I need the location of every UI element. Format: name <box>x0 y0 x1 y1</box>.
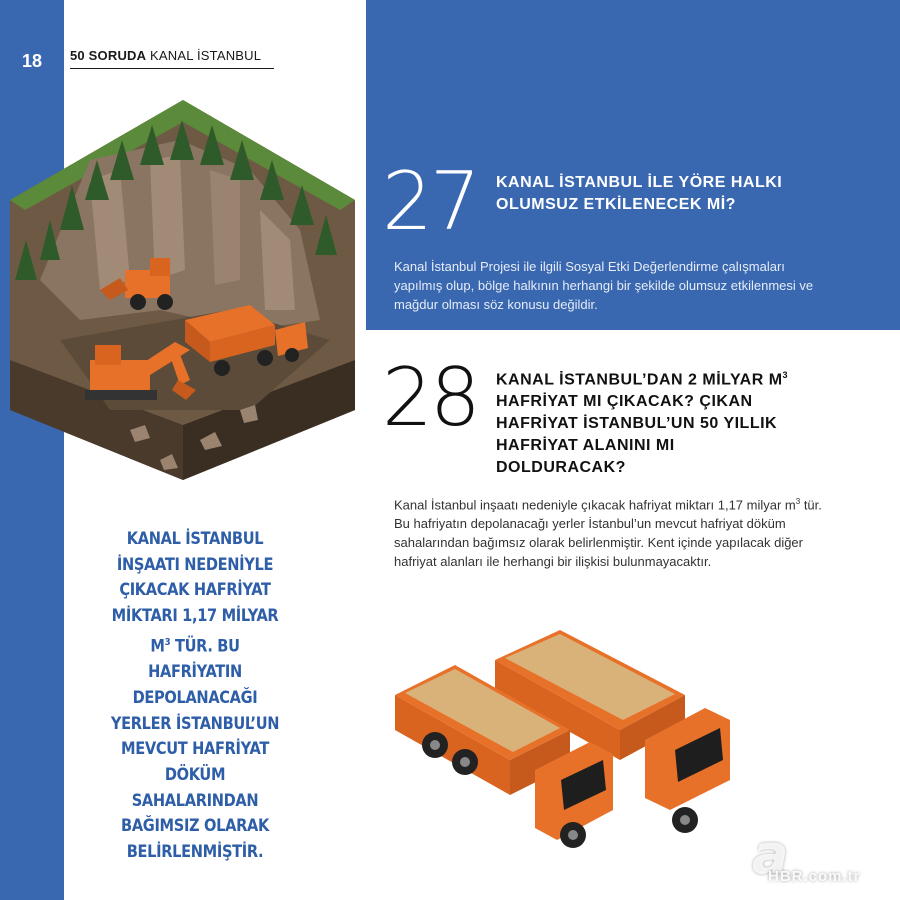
running-head-title: KANAL İSTANBUL <box>146 48 262 63</box>
pullquote-sup: 3 <box>164 636 171 648</box>
question-28-body-text-a: Kanal İstanbul inşaatı nedeniyle çıkacak hafriyat miktarı 1,17 milyar m <box>394 497 796 513</box>
dump-trucks-illustration <box>385 620 745 850</box>
question-28-body-text-b: tür. Bu hafriyatın depolanacağı yerler İstanbul’un mevcut hafriyat döküm sahalarından bağımsız olarak belirlenmiştir. Kent içinde yapılacak diğer hafriyat alanları ile herhangi bir ilişkisi bulunmayacaktır. <box>394 497 822 570</box>
question-28-body <box>394 492 824 571</box>
question-27-body: Kanal İstanbul Projesi ile ilgili Sosyal Etki Değerlendirme çalışmaları yapılmış olup, bölge halkının herhangi bir şekilde olumsuz etkilenmesi ve mağdur olması söz konusu değildir. <box>394 259 814 312</box>
question-27-title: KANAL İSTANBUL İLE YÖRE HALKI OLUMSUZ ETKİLENECEK Mİ? <box>496 174 783 213</box>
watermark-text: HBR.com.tr <box>768 868 861 885</box>
question-27-number: 27 <box>382 155 478 248</box>
page-number: 18 <box>21 51 43 71</box>
running-head-series: 50 SORUDA <box>70 48 147 63</box>
pullquote-text-b: TÜR. BU HAFRİYATIN DEPOLANACAĞI YERLER İSTANBUL’UN MEVCUT HAFRİYAT DÖKÜM SAHALARINDAN BAĞIMSIZ OLARAK BELİRLENMİŞTİR. <box>110 636 280 863</box>
pullquote <box>105 527 286 866</box>
watermark <box>752 823 892 888</box>
question-28-title-sup: 3 <box>782 370 789 380</box>
watermark-logo-letter: a <box>752 823 789 886</box>
question-28-body-sup: 3 <box>795 497 801 506</box>
question-28-number: 28 <box>382 351 478 444</box>
question-28-title <box>496 364 806 479</box>
question-28-title-text-a: KANAL İSTANBUL’DAN 2 MİLYAR M <box>496 371 783 389</box>
running-head <box>70 48 274 69</box>
question-28-title-text-b: HAFRİYAT MI ÇIKACAK? ÇIKAN HAFRİYAT İSTANBUL’UN 50 YILLIK HAFRİYAT ALANINI MI DOLDURACAK? <box>496 393 778 477</box>
quarry-excavation-illustration <box>0 80 366 500</box>
pullquote-text-a: KANAL İSTANBUL İNŞAATI NEDENİYLE ÇIKACAK HAFRİYAT MİKTARI 1,17 MİLYAR M <box>111 529 279 657</box>
